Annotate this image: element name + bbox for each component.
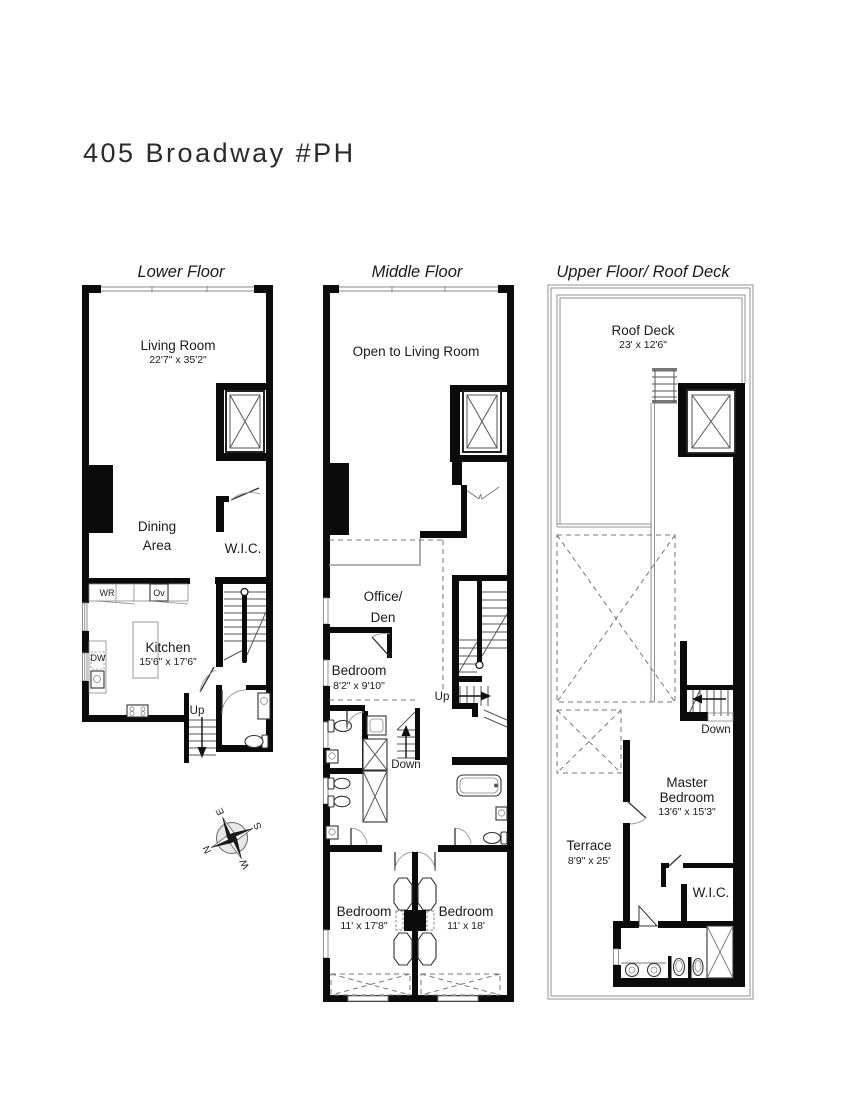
window-icon <box>83 653 88 681</box>
down-label: Down <box>391 759 421 771</box>
door-icon <box>627 801 646 824</box>
open-to-living-label: Open to Living Room <box>352 344 480 359</box>
elevator-icon <box>450 385 510 462</box>
sink-icon <box>648 964 661 977</box>
stairs-icon <box>216 582 266 667</box>
shower-icon <box>367 716 386 735</box>
kitchen-dims: 15'6" x 17'6" <box>139 656 197 668</box>
roof-deck-label: Roof Deck <box>611 323 675 338</box>
toilet-icon <box>245 735 268 748</box>
bedroom-small-dims: 8'2" x 9'10" <box>333 680 385 692</box>
washer-label: WR <box>99 588 115 598</box>
door-icon <box>462 487 499 499</box>
master-bedroom-dims: 13'6" x 15'3" <box>658 806 716 818</box>
door-icon <box>200 667 216 692</box>
sink-icon <box>258 693 270 719</box>
middle-floor-plan <box>323 285 514 1002</box>
shower-icon <box>707 926 733 978</box>
living-room-label: Living Room <box>140 338 216 353</box>
up-label: Up <box>434 691 450 703</box>
window-icon <box>83 603 88 631</box>
master-bedroom-label2: Bedroom <box>659 790 715 805</box>
wic-label: W.I.C. <box>224 541 262 556</box>
elevator-icon <box>678 383 745 457</box>
arrow-right-icon <box>481 692 491 701</box>
bedroom-left-dims: 11' x 17'8" <box>340 920 388 932</box>
down-stairs <box>397 708 420 760</box>
closet-icon <box>363 771 387 822</box>
closet-icon <box>331 974 410 995</box>
up-stairs <box>189 717 216 758</box>
bathtub-icon <box>457 775 501 796</box>
sink-icon <box>326 826 338 839</box>
toilet-icon <box>328 796 350 807</box>
sink-icon <box>626 964 639 977</box>
terrace-label: Terrace <box>566 838 612 853</box>
arrow-down-icon <box>198 747 207 758</box>
kitchen-left-counter <box>89 641 106 693</box>
bathroom-right <box>438 757 514 852</box>
window-icon <box>324 660 329 686</box>
oven-label: Ov <box>153 588 165 598</box>
bedroom-right-label: Bedroom <box>438 904 494 919</box>
down-stairs <box>680 641 733 721</box>
compass-w: W <box>238 857 253 871</box>
office-den-label2: Den <box>370 610 396 625</box>
lower-floor-plan <box>82 285 273 763</box>
door-icon <box>222 690 246 714</box>
cooktop-icon <box>127 705 148 717</box>
window-icon <box>101 286 254 292</box>
compass-s: S <box>251 820 265 832</box>
down-label: Down <box>701 724 731 736</box>
door-icon <box>639 906 657 926</box>
bidet-icon <box>693 959 703 976</box>
bathroom-upper <box>613 906 745 987</box>
window-icon <box>324 930 329 958</box>
door-icon <box>231 488 260 500</box>
toilet-icon <box>674 959 685 976</box>
compass-n: N <box>201 843 215 856</box>
upper-floor-header: Upper Floor/ Roof Deck <box>556 263 730 281</box>
skylight-icon <box>557 710 621 773</box>
up-label: Up <box>189 705 205 717</box>
stairs-icon <box>452 575 514 682</box>
upper-floor-plan <box>548 285 753 999</box>
door-icon <box>669 855 681 866</box>
compass-e: E <box>214 805 228 817</box>
sink-icon <box>326 750 338 763</box>
kitchen-label: Kitchen <box>145 640 191 655</box>
lower-floor-header: Lower Floor <box>137 263 225 281</box>
dishwasher-label: DW <box>90 653 106 663</box>
dining-area-label2: Area <box>142 538 172 553</box>
wic-label: W.I.C. <box>692 885 730 900</box>
toilet-icon <box>484 832 508 844</box>
window-icon <box>324 778 329 804</box>
sink-icon <box>496 807 507 820</box>
bathroom-lower <box>216 685 273 752</box>
window-icon <box>614 949 619 965</box>
up-stairs <box>452 682 507 727</box>
bedroom-right-dims: 11' x 18' <box>447 920 485 932</box>
page-title: 405 Broadway #PH <box>83 138 356 168</box>
compass-icon <box>189 794 278 882</box>
door-icon <box>351 828 367 845</box>
closet-icon <box>363 739 387 770</box>
door-icon <box>455 828 471 845</box>
bathrooms-left <box>325 705 387 852</box>
living-room-dims: 22'7" x 35'2" <box>149 354 207 366</box>
toilet-icon <box>328 778 350 789</box>
roof-deck-dims: 23' x 12'6" <box>618 339 668 351</box>
dining-area-label: Dining <box>137 519 177 534</box>
terrace-dims: 8'9" x 25' <box>567 855 611 867</box>
skylight-icon <box>557 535 675 702</box>
window-icon <box>339 286 498 292</box>
closet-icon <box>421 974 500 995</box>
ladder-icon <box>652 368 677 404</box>
bedroom-left-label: Bedroom <box>336 904 392 919</box>
elevator-icon <box>216 383 273 461</box>
middle-floor-header: Middle Floor <box>371 263 463 281</box>
toilet-icon <box>328 720 352 732</box>
office-den-label: Office/ <box>363 589 403 604</box>
window-icon <box>324 598 329 624</box>
window-icon <box>324 722 329 748</box>
bedroom-small-label: Bedroom <box>331 663 387 678</box>
master-bedroom-label: Master <box>666 775 708 790</box>
